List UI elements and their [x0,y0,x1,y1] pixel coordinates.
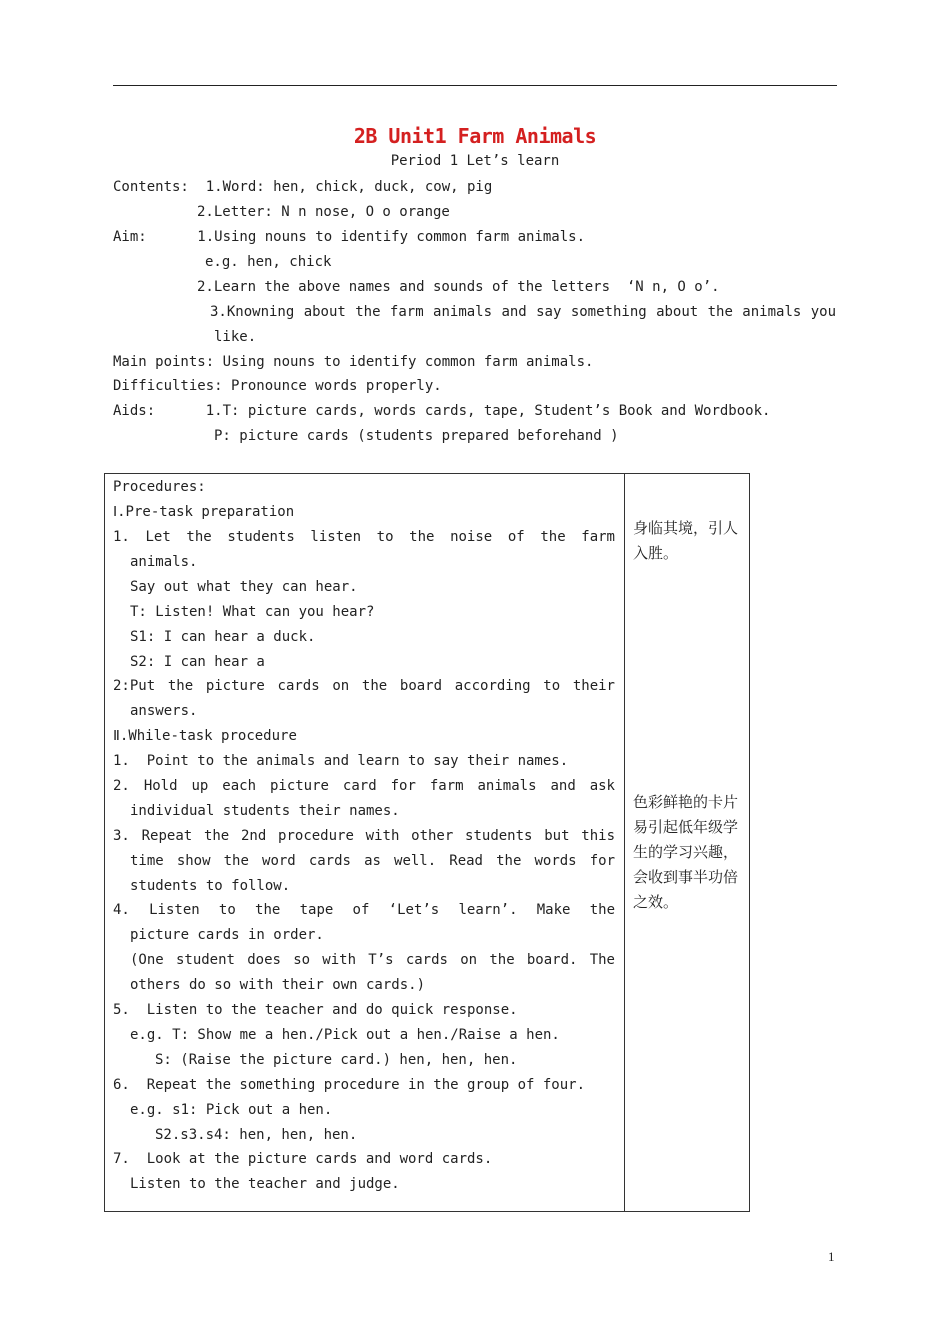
aids-line-2: P: picture cards (students prepared beforehand ) [214,428,619,444]
contents-line-1: Contents: 1.Word: hen, chick, duck, cow, pig [113,179,493,195]
while-step-7: 7. Look at the picture cards and word cards. [113,1151,493,1167]
while-step-6-response: S2.s3.s4: hen, hen, hen. [155,1127,358,1143]
while-step-5-example: e.g. T: Show me a hen./Pick out a hen./Raise a hen. [130,1027,560,1043]
section-while-task: Ⅱ.While-task procedure [113,728,297,744]
difficulties: Difficulties: Pronounce words properly. [113,378,442,394]
while-step-6: 6. Repeat the something procedure in the group of four. [113,1077,586,1093]
while-step-7-cont: Listen to the teacher and judge. [130,1176,400,1192]
pre-step-1-s1: S1: I can hear a duck. [130,629,316,645]
procedures-heading: Procedures: [113,479,206,495]
aim-line-3: 3.Knowning about the farm animals and say something about the animals you [210,304,836,320]
contents-line-2: 2.Letter: N n nose, O o orange [197,204,450,220]
while-step-1: 1. Point to the animals and learn to say their names. [113,753,569,769]
aim-example: e.g. hen, chick [205,254,332,270]
aids-line-1: Aids: 1.T: picture cards, words cards, tape, Student’s Book and Wordbook. [113,403,771,419]
aim-line-1: Aim: 1.Using nouns to identify common farm animals. [113,229,586,245]
header-rule [113,85,837,86]
while-step-5: 5. Listen to the teacher and do quick response. [113,1002,518,1018]
pre-step-1: 1. Let the students listen to the noise of the farm [113,529,615,545]
pre-step-1-cont: animals. [130,554,198,570]
section-pre-task: Ⅰ.Pre-task preparation [113,504,295,520]
while-step-2-cont: individual students their names. [130,803,400,819]
aim-line-3-cont: like. [214,329,257,345]
teaching-note-1: 身临其境，引人入胜。 [633,519,739,562]
page-subtitle: Period 1 Let’s learn [390,153,560,169]
pre-step-2-cont: answers. [130,703,198,719]
while-step-5-response: S: (Raise the picture card.) hen, hen, hen. [155,1052,518,1068]
pre-step-2: 2:Put the picture cards on the board according to their [113,678,615,694]
while-step-4-note: (One student does so with T’s cards on the board. The [130,952,615,968]
aim-line-2: 2.Learn the above names and sounds of the letters ‘N n, O o’. [197,279,720,295]
while-step-4-note-cont: others do so with their own cards.) [130,977,426,993]
pre-step-1-say: Say out what they can hear. [130,579,358,595]
page-title: 2B Unit1 Farm Animals [353,124,597,148]
table-divider [624,473,625,1212]
page-number: 1 [828,1249,835,1264]
while-step-3: 3. Repeat the 2nd procedure with other students but this [113,828,615,844]
while-step-3-cont: time show the word cards as well. Read the words for [130,853,615,869]
pre-step-1-teacher: T: Listen! What can you hear? [130,604,375,620]
main-points: Main points: Using nouns to identify common farm animals. [113,354,594,370]
teaching-note-2: 色彩鲜艳的卡片易引起低年级学生的学习兴趣，会收到事半功倍之效。 [633,793,739,911]
while-step-4-cont: picture cards in order. [130,927,324,943]
while-step-3-cont-2: students to follow. [130,878,291,894]
while-step-6-example: e.g. s1: Pick out a hen. [130,1102,333,1118]
while-step-4: 4. Listen to the tape of ‘Let’s learn’. Make the [113,902,615,918]
while-step-2: 2. Hold up each picture card for farm animals and ask [113,778,615,794]
pre-step-1-s2: S2: I can hear a [130,654,265,670]
